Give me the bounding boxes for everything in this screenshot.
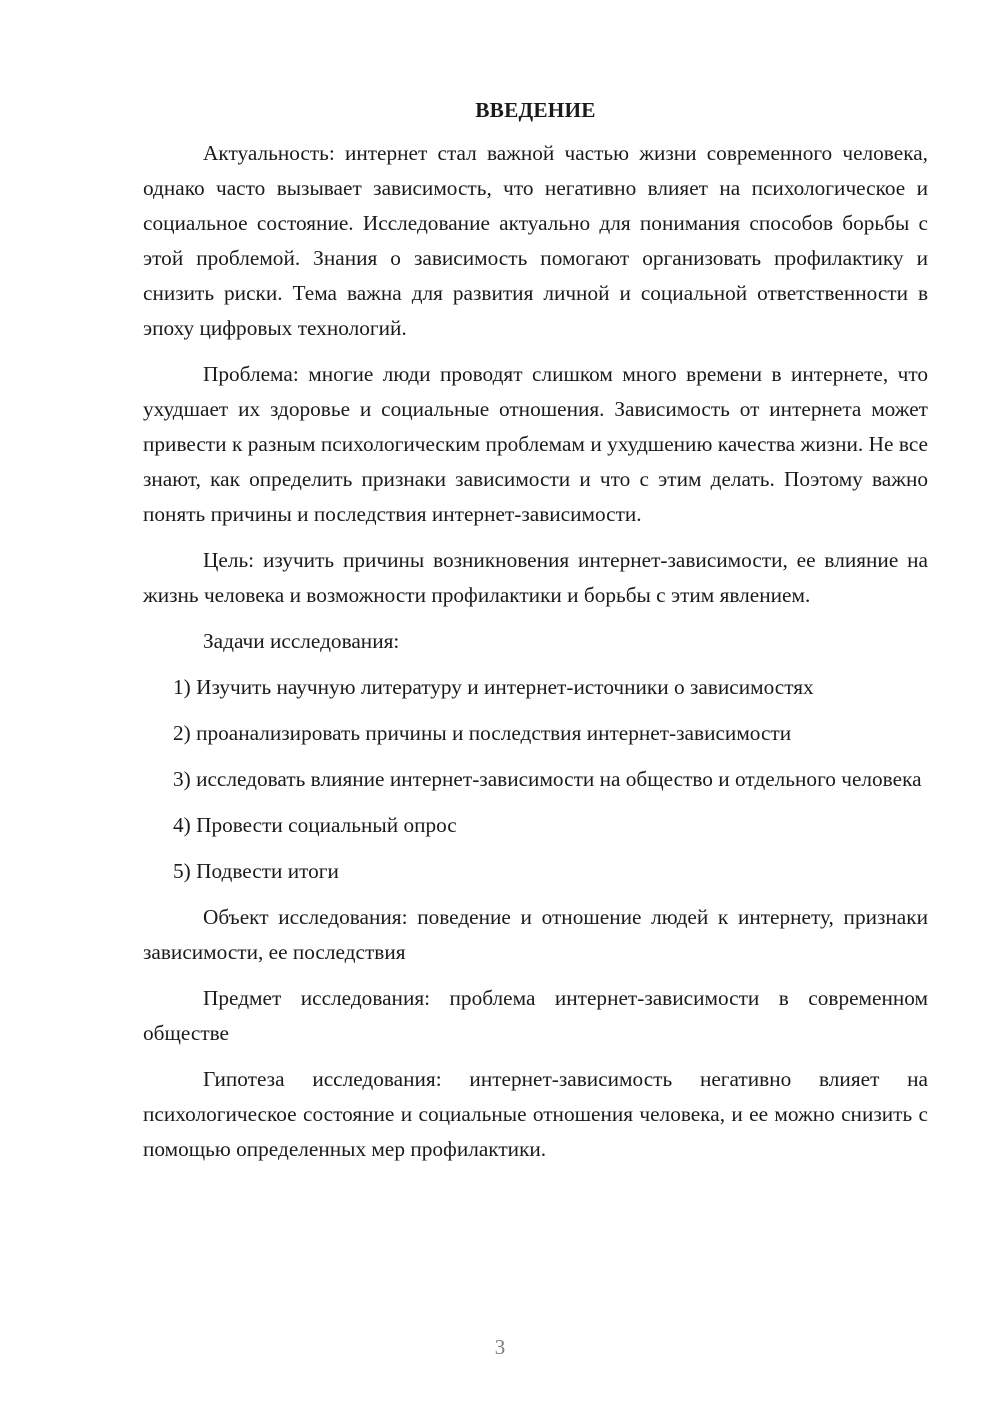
task-item-2: 2) проанализировать причины и последствия интернет-зависимости [173,721,792,745]
hypothesis-paragraph: Гипотеза исследования: интернет-зависимость негативно влияет на психологическое состояние и социальные отношения человека, и ее можно снизить с помощью определенных мер профилактики. [143,1067,928,1161]
page-content [143,93,928,1178]
subject-paragraph: Предмет исследования: проблема интернет-зависимости в современном обществе [143,986,928,1045]
task-item-3: 3) исследовать влияние интернет-зависимости на общество и отдельного человека [173,767,922,791]
object-paragraph: Объект исследования: поведение и отношение людей к интернету, признаки зависимости, ее последствия [143,905,928,964]
problem-paragraph: Проблема: многие люди проводят слишком много времени в интернете, что ухудшает их здоровье и социальные отношения. Зависимость от интернета может привести к разным психологическим проблемам и ухудшению качества жизни. Не все знают, как определить признаки зависимости и что с этим делать. Поэтому важно понять причины и последствия интернет-зависимости. [143,362,928,526]
tasks-heading: Задачи исследования: [203,629,400,653]
page-number: 3 [494,1335,506,1359]
task-item-4: 4) Провести социальный опрос [173,813,457,837]
goal-paragraph: Цель: изучить причины возникновения интернет-зависимости, ее влияние на жизнь человека и возможности профилактики и борьбы с этим явлением. [143,548,928,607]
section-title: ВВЕДЕНИЕ [475,98,596,122]
relevance-paragraph: Актуальность: интернет стал важной частью жизни современного человека, однако часто вызывает зависимость, что негативно влияет на психологическое и социальное состояние. Исследование актуально для понимания способов борьбы с этой проблемой. Знания о зависимость помогают организовать профилактику и снизить риски. Тема важна для развития личной и социальной ответственности в эпоху цифровых технологий. [143,141,928,340]
task-item-1: 1) Изучить научную литературу и интернет-источники о зависимостях [173,675,814,699]
task-item-5: 5) Подвести итоги [173,859,339,883]
